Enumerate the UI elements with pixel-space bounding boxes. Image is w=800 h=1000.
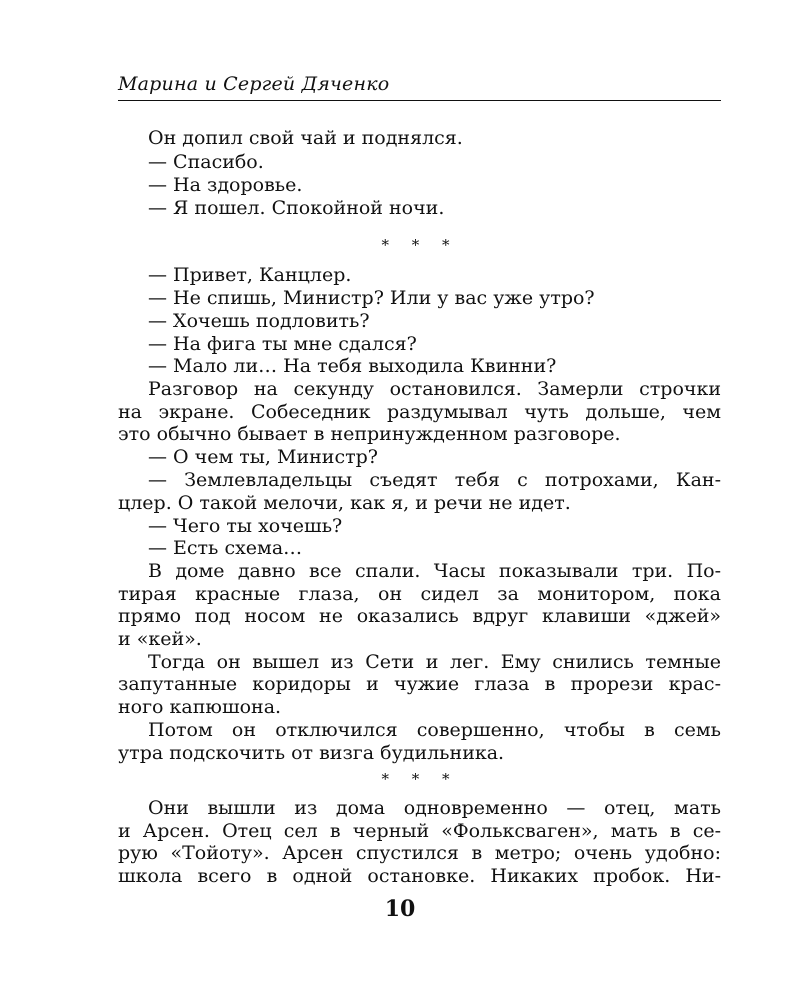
- text-line: прямо под носом не оказались вдруг клавиши «джей»: [118, 605, 721, 627]
- text-line: — О чем ты, Министр?: [148, 446, 378, 468]
- text-line: тирая красные глаза, он сидел за монитором, пока: [118, 583, 721, 605]
- text-line: — Не спишь, Министр? Или у вас уже утро?: [148, 287, 595, 309]
- page-number: 10: [384, 896, 416, 922]
- text-line: школа всего в одной остановке. Никаких пробок. Ни-: [118, 865, 721, 887]
- text-line: и Арсен. Отец сел в черный «Фольксваген», мать в се-: [118, 820, 721, 842]
- text-line: — На здоровье.: [148, 174, 303, 196]
- text-line: — Мало ли… На тебя выходила Квинни?: [148, 355, 557, 377]
- text-line: на экране. Собеседник раздумывал чуть дольше, чем: [118, 401, 721, 423]
- text-line: это обычно бывает в непринужденном разговоре.: [118, 423, 621, 445]
- text-line: — Я пошел. Спокойной ночи.: [148, 197, 445, 219]
- text-line: — Привет, Канцлер.: [148, 264, 352, 286]
- text-line: — Хочешь подловить?: [148, 310, 370, 332]
- text-line: Он допил свой чай и поднялся.: [148, 127, 463, 149]
- text-line: Они вышли из дома одновременно — отец, мать: [148, 797, 721, 819]
- text-line: Разговор на секунду остановился. Замерли строчки: [148, 378, 721, 400]
- text-line: запутанные коридоры и чужие глаза в прорези крас-: [118, 673, 721, 695]
- text-line: — На фига ты мне сдался?: [148, 333, 417, 355]
- section-break: * * *: [381, 770, 459, 788]
- running-title: Марина и Сергей Дяченко: [118, 73, 390, 95]
- text-line: и «кей».: [118, 628, 202, 650]
- text-line: Тогда он вышел из Сети и лег. Ему снились темные: [148, 651, 721, 673]
- text-line: В доме давно все спали. Часы показывали три. По-: [148, 560, 721, 582]
- text-line: — Землевладельцы съедят тебя с потрохами, Кан-: [148, 469, 721, 491]
- header-rule: [118, 100, 721, 101]
- text-line: Потом он отключился совершенно, чтобы в семь: [148, 719, 721, 741]
- text-line: — Спасибо.: [148, 151, 264, 173]
- text-line: — Чего ты хочешь?: [148, 515, 343, 537]
- text-line: утра подскочить от визга будильника.: [118, 742, 505, 764]
- text-line: цлер. О такой мелочи, как я, и речи не идет.: [118, 492, 571, 514]
- section-break: * * *: [381, 236, 459, 254]
- text-line: — Есть схема…: [148, 537, 303, 559]
- text-line: рую «Тойоту». Арсен спустился в метро; очень удобно:: [118, 842, 721, 864]
- text-line: ного капюшона.: [118, 696, 282, 718]
